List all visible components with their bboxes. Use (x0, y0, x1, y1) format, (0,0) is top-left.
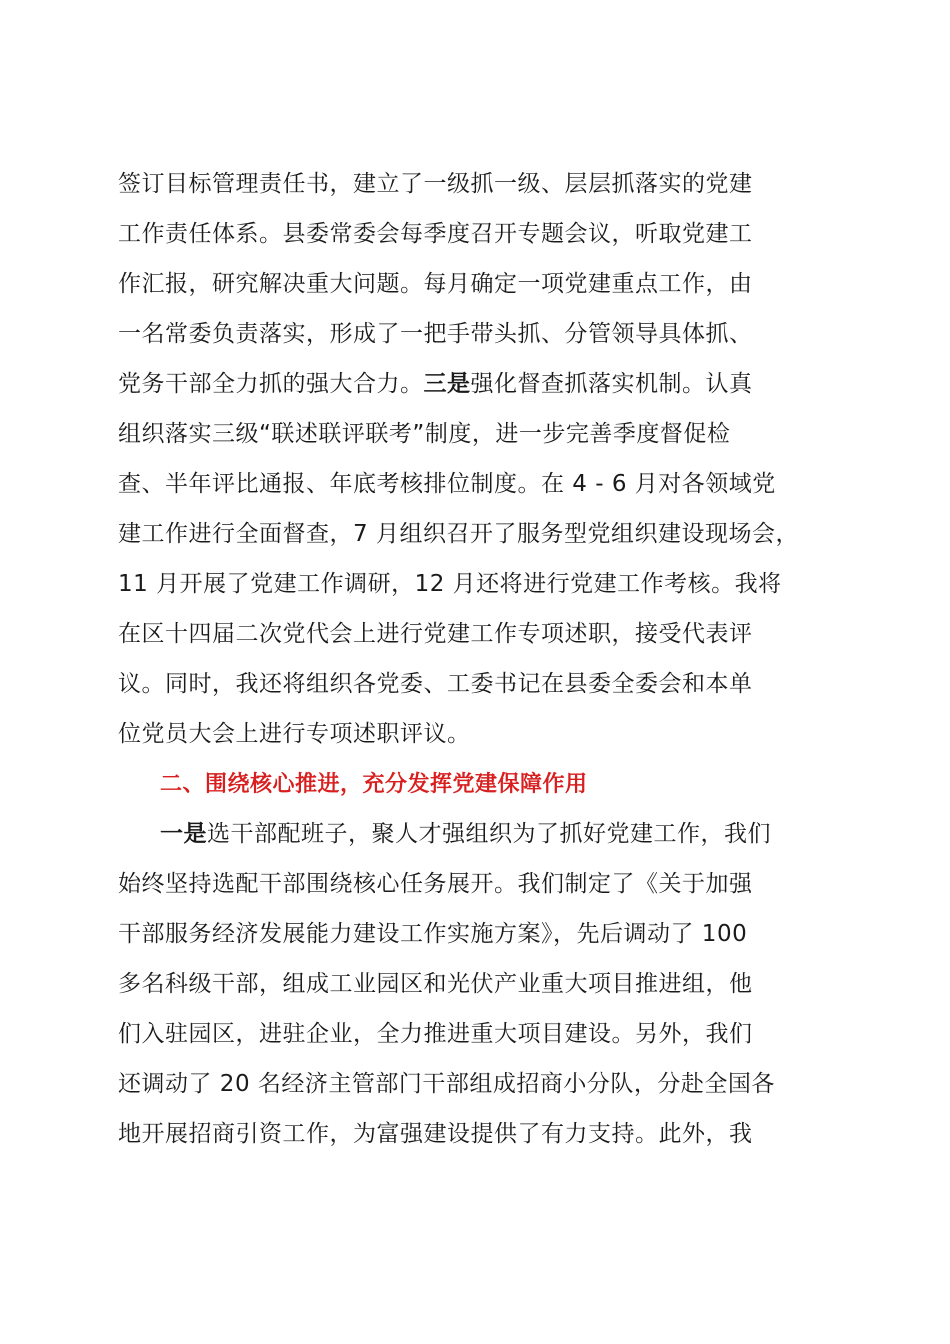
body-text-line: 组织落实三级“联述联评联考”制度，进一步完善季度督促检 (118, 421, 731, 447)
body-text-line: 们入驻园区，进驻企业，全力推进重大项目建设。另外，我们 (118, 1021, 753, 1047)
text-segment: 党务干部全力抓的强大合力。 (118, 371, 424, 397)
body-text-line: 干部服务经济发展能力建设工作实施方案》，先后调动了 100 (118, 921, 748, 947)
body-text-line: 建工作进行全面督查，7 月组织召开了服务型党组织建设现场会， (118, 521, 799, 547)
body-text-line: 查、半年评比通报、年底考核排位制度。在 4 - 6 月对各领域党 (118, 471, 776, 497)
body-text-line: 11 月开展了党建工作调研，12 月还将进行党建工作考核。我将 (118, 571, 782, 597)
body-text-line: 多名科级干部，组成工业园区和光伏产业重大项目推进组，他 (118, 971, 753, 997)
body-text-line: 作汇报，研究解决重大问题。每月确定一项党建重点工作，由 (118, 271, 753, 297)
body-text-line (160, 814, 900, 854)
body-text-line: 地开展招商引资工作，为富强建设提供了有力支持。此外，我 (118, 1121, 753, 1147)
text-segment: 强化督查抓落实机制。认真 (470, 371, 753, 397)
body-text-line (118, 364, 858, 404)
text-segment: 选干部配班子，聚人才强组织为了抓好党建工作，我们 (207, 821, 771, 847)
body-text-line: 始终坚持选配干部围绕核心任务展开。我们制定了《关于加强 (118, 871, 753, 897)
body-text-line: 还调动了 20 名经济主管部门干部组成招商小分队，分赴全国各 (118, 1071, 775, 1097)
body-text-line: 签订目标管理责任书，建立了一级抓一级、层层抓落实的党建 (118, 171, 753, 197)
emphasis-text: 三是 (423, 371, 471, 397)
body-text-line: 在区十四届二次党代会上进行党建工作专项述职，接受代表评 (118, 621, 753, 647)
body-text-line: 议。同时，我还将组织各党委、工委书记在县委全委会和本单 (118, 671, 753, 697)
section-heading: 二、围绕核心推进，充分发挥党建保障作用 (160, 772, 588, 797)
body-text-line: 工作责任体系。县委常委会每季度召开专题会议，听取党建工 (118, 221, 753, 247)
body-text-line: 一名常委负责落实，形成了一把手带头抓、分管领导具体抓、 (118, 321, 753, 347)
emphasis-text: 一是 (160, 821, 207, 847)
body-text-line: 位党员大会上进行专项述职评议。 (118, 721, 471, 747)
